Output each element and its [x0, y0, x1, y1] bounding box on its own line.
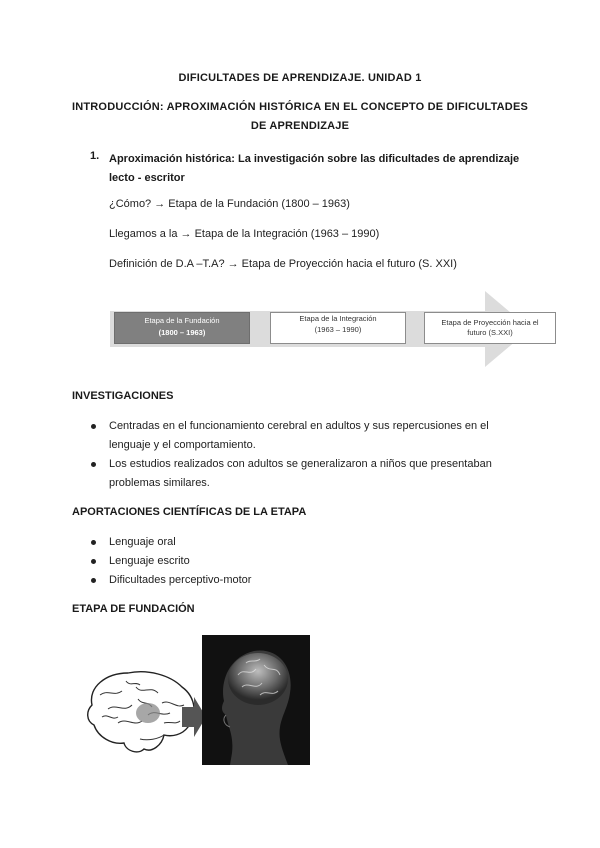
section-heading-line1: Aproximación histórica: La investigación sobre las dificultades de aprendizaje	[109, 153, 520, 165]
list-item: Lenguaje escrito	[90, 552, 530, 571]
fundacion-image	[78, 635, 310, 765]
timeline-diagram	[110, 291, 560, 367]
timeline-stage-integracion	[270, 312, 406, 344]
section-heading-line2: lecto - escritor	[109, 172, 185, 184]
aportaciones-list	[90, 533, 530, 590]
investigaciones-heading: INVESTIGACIONES	[72, 390, 174, 402]
list-item-text: Los estudios realizados con adultos se generalizaron a niños que presentaban	[109, 458, 492, 470]
head-brain-scan-icon	[202, 635, 310, 765]
list-item: Lenguaje oral	[90, 533, 530, 552]
intro-heading-line1: INTRODUCCIÓN: APROXIMACIÓN HISTÓRICA EN EL CONCEPTO DE DIFICULTADES	[71, 101, 529, 113]
list-item-text: problemas similares.	[109, 477, 210, 489]
fundacion-heading: ETAPA DE FUNDACIÓN	[72, 603, 195, 615]
list-item-text: lenguaje y el comportamiento.	[109, 439, 256, 451]
question-proyeccion: Definición de D.A –T.A? → Etapa de Proyección hacia el futuro (S. XXI)	[109, 258, 457, 270]
intro-heading-line2: DE APRENDIZAJE	[250, 120, 350, 132]
stage-fundacion-label: Etapa de la Fundación	[144, 316, 220, 325]
list-item-text: Centradas en el funcionamiento cerebral en adultos y sus repercusiones en el	[109, 420, 489, 432]
list-item	[90, 417, 530, 455]
stage-proyeccion-years: futuro (S.XXI)	[467, 328, 513, 337]
section-number: 1.	[90, 150, 100, 162]
stage-integracion-years: (1963 – 1990)	[314, 325, 362, 334]
list-item	[90, 455, 530, 493]
aportaciones-heading: APORTACIONES CIENTÍFICAS DE LA ETAPA	[72, 506, 307, 518]
stage-fundacion-years: (1800 – 1963)	[158, 328, 206, 337]
section-heading	[109, 150, 549, 188]
timeline-stage-proyeccion	[424, 312, 556, 344]
question-integracion: Llegamos a la → Etapa de la Integración (1963 – 1990)	[109, 228, 380, 240]
timeline-stage-fundacion	[114, 312, 250, 344]
stage-integracion-label: Etapa de la Integración	[299, 314, 377, 323]
investigaciones-list	[90, 417, 530, 493]
stage-proyeccion-label: Etapa de Proyección hacia el	[441, 318, 539, 327]
question-fundacion: ¿Cómo? → Etapa de la Fundación (1800 – 1963)	[109, 198, 350, 210]
document-title: DIFICULTADES DE APRENDIZAJE. UNIDAD 1	[178, 72, 422, 84]
list-item: Dificultades perceptivo-motor	[90, 571, 530, 590]
